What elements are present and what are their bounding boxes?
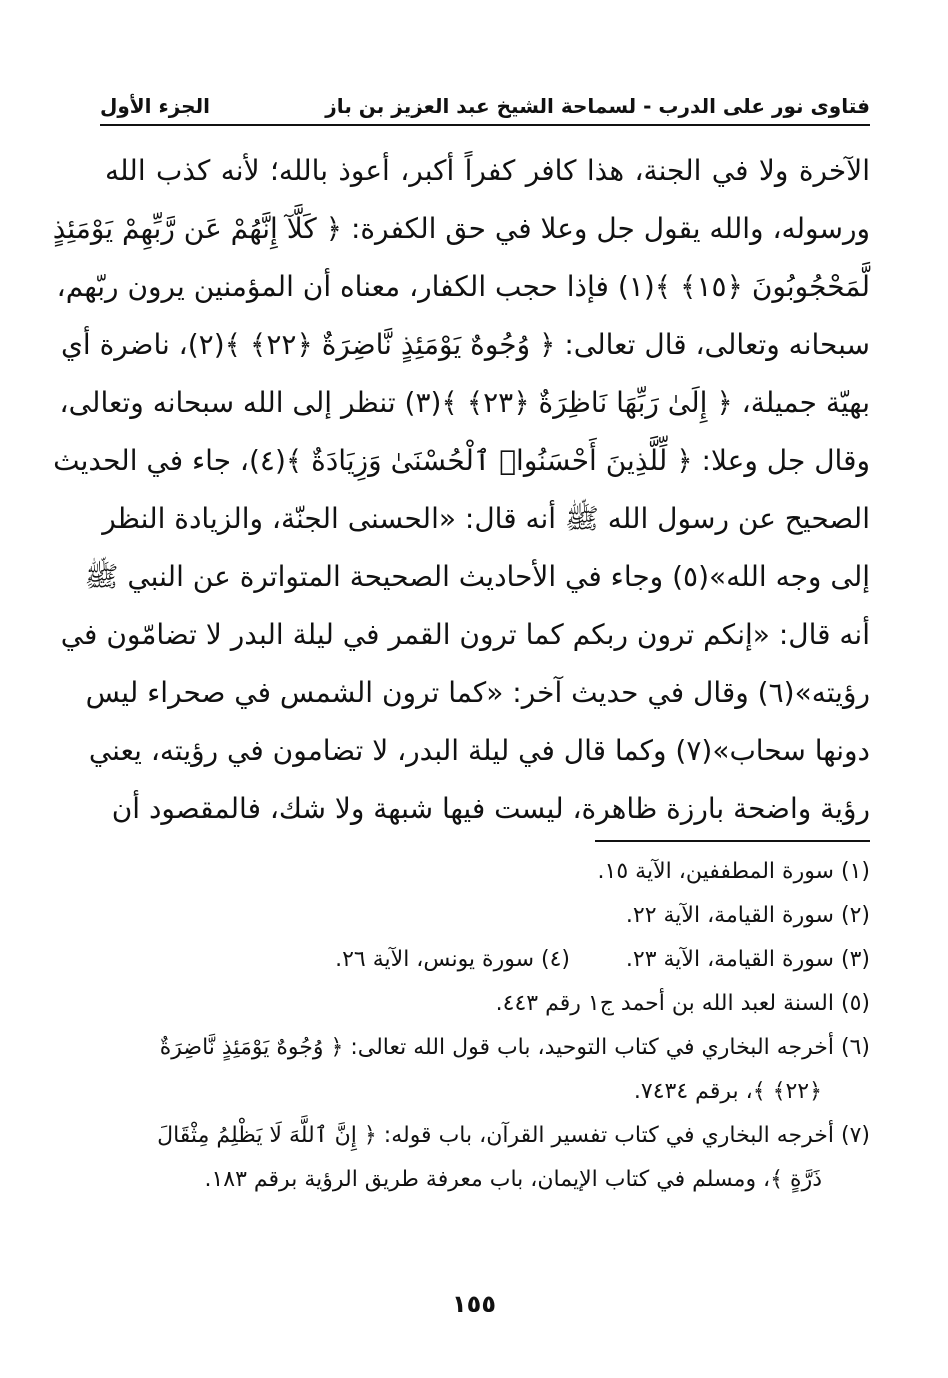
text-line: الآخرة ولا في الجنة، هذا كافر كفراً أكبر، أعوذ بالله؛ لأنه كذب الله <box>105 154 870 187</box>
footnote-2: (٢) سورة القيامة، الآية ٢٢. <box>625 903 870 928</box>
footnote-row-3-4 <box>100 938 870 982</box>
text-line: ورسوله، والله يقول جل وعلا في حق الكفرة: ﴿ كَلَّآ إِنَّهُمْ عَن رَّبِّهِمْ يَوْمَئِذٍ <box>52 212 870 245</box>
footnote-6: (٦) أخرجه البخاري في كتاب التوحيد، باب قول الله تعالى: ﴿ وُجُوهٌ يَوْمَئِذٍ نَّاضِرَةٌ <box>159 1035 870 1060</box>
main-text <box>52 142 870 838</box>
footnote-5: (٥) السنة لعبد الله بن أحمد ج١ رقم ٤٤٣. <box>495 991 870 1016</box>
footnote-1: (١) سورة المطففين، الآية ١٥. <box>597 859 870 884</box>
text-line: سبحانه وتعالى، قال تعالى: ﴿ وُجُوهٌ يَوْمَئِذٍ نَّاضِرَةٌ ﴿٢٢﴾ ﴾(٢)، ناضرة أي <box>60 328 870 361</box>
text-line: رؤية واضحة بارزة ظاهرة، ليست فيها شبهة ولا شك، فالمقصود أن <box>111 792 870 825</box>
footnote-4: (٤) سورة يونس، الآية ٢٦. <box>335 947 570 972</box>
header-part-label: الجزء الأول <box>100 94 210 118</box>
header-title: فتاوى نور على الدرب - لسماحة الشيخ عبد العزيز بن باز <box>325 94 870 118</box>
text-line: رؤيته»(٦) وقال في حديث آخر: «كما ترون الشمس في صحراء ليس <box>85 676 870 709</box>
footnote-3: (٣) سورة القيامة، الآية ٢٣. <box>625 947 870 972</box>
text-line: بهيّة جميلة، ﴿ إِلَىٰ رَبِّهَا نَاظِرَةٌ ﴿٢٣﴾ ﴾(٣) تنظر إلى الله سبحانه وتعالى، <box>59 386 870 419</box>
text-line: لَّمَحْجُوبُونَ ﴿١٥﴾ ﴾(١) فإذا حجب الكفار، معناه أن المؤمنين يرون ربّهم، <box>56 270 870 303</box>
footnote-divider <box>595 840 870 842</box>
text-line: إلى وجه الله»(٥) وجاء في الأحاديث الصحيحة المتواترة عن النبي ﷺ <box>84 560 870 593</box>
text-line: أنه قال: «إنكم ترون ربكم كما ترون القمر في ليلة البدر لا تضامّون في <box>60 618 870 651</box>
footnote-7-continuation: ذَرَّةٍ ﴾، ومسلم في كتاب الإيمان، باب معرفة طريق الرؤية برقم ١٨٣. <box>204 1167 822 1192</box>
page-number: ١٥٥ <box>452 1290 496 1318</box>
footnotes <box>100 850 870 1202</box>
text-line: الصحيح عن رسول الله ﷺ أنه قال: «الحسنى الجنّة، والزيادة النظر <box>102 502 870 535</box>
text-line: وقال جل وعلا: ﴿ لِّلَّذِينَ أَحْسَنُوا۟ ٱلْحُسْنَىٰ وَزِيَادَةٌ ﴾(٤)، جاء في الحديث <box>53 444 870 477</box>
footnote-7: (٧) أخرجه البخاري في كتاب تفسير القرآن، باب قوله: ﴿ إِنَّ ٱللَّهَ لَا يَظْلِمُ مِثْقَالَ <box>157 1123 870 1148</box>
footnote-6-continuation: ﴿٢٢﴾ ﴾، برقم ٧٤٣٤. <box>633 1079 822 1104</box>
running-header <box>100 88 870 126</box>
text-line: دونها سحاب»(٧) وكما قال في ليلة البدر، لا تضامون في رؤيته، يعني <box>88 734 870 767</box>
